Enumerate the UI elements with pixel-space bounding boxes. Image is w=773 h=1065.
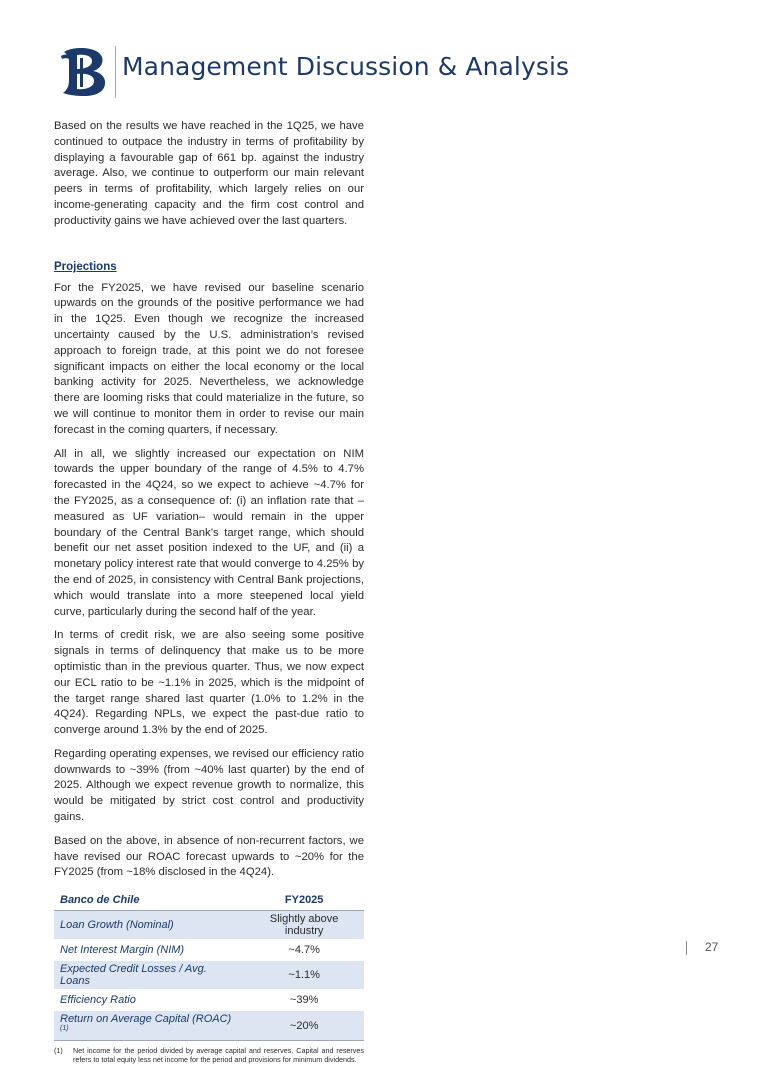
footnote-number: (1) (54, 1045, 63, 1055)
page-number: 27 (705, 940, 719, 954)
table-header-row (54, 889, 364, 911)
row-label: Efficiency Ratio (54, 990, 244, 1011)
table-header-bank: Banco de Chile (54, 889, 244, 911)
projections-paragraph-2: All in all, we slightly increased our expectation on NIM towards the upper boundary of the range of 4.5% to 4.7% forecasted in the 4Q24, so we expect to achieve ~4.7% for the FY2025, as a consequence of: (i) an inflation rate that –measured as UF variation– would remain in the upper boundary of the Central Bank’s target range, which should benefit our net asset position indexed to the UF, and (ii) a monetary policy interest rate that would converge to 4.25% by the end of 2025, in consistency with Central Bank projections, which would translate into a more steepened local yield curve, particularly during the second half of the year. (54, 447, 364, 618)
main-column (54, 119, 364, 1065)
projections-paragraph-5: Based on the above, in absence of non-recurrent factors, we have revised our ROAC forecast upwards to ~20% for the FY2025 (from ~18% disclosed in the 4Q24). (54, 834, 364, 879)
table-row (54, 1011, 364, 1041)
row-label-with-footnote (54, 1011, 244, 1041)
projections-paragraph-1: For the FY2025, we have revised our baseline scenario upwards on the grounds of the positive performance we had in the 1Q25. Even though we recognize the increased uncertainty caused by the U.S. administration’s revised approach to foreign trade, at this point we do not foresee significant impacts on either the local economy or the local banking activity for 2025. Nevertheless, we acknowledge there are looming risks that could materialize in the future, so we will continue to monitor them in order to revise our main forecast in the coming quarters, if necessary. (54, 281, 364, 436)
bank-logo-monogram-icon (60, 46, 108, 98)
row-label: Net Interest Margin (NIM) (54, 940, 244, 961)
row-label: Loan Growth (Nominal) (54, 911, 244, 940)
projections-paragraph-4: Regarding operating expenses, we revised our efficiency ratio downwards to ~39% (from ~40% last quarter) by the end of 2025. Although we expect revenue growth to normalize, this would be mitigated by strict cost control and productivity gains. (54, 747, 364, 824)
projections-heading: Projections (54, 260, 117, 273)
row-label: Return on Average Capital (ROAC) (60, 1013, 232, 1026)
table-row (54, 940, 364, 961)
table-row (54, 961, 364, 990)
table-row (54, 911, 364, 940)
page-number-divider (686, 941, 687, 955)
table-row (54, 990, 364, 1011)
row-value: Slightly above industry (244, 911, 364, 940)
row-value: ~4.7% (244, 940, 364, 961)
table-header-fy: FY2025 (244, 889, 364, 911)
row-value: ~20% (244, 1011, 364, 1041)
footnote-ref: (1) (60, 1025, 69, 1033)
projections-table (54, 889, 364, 1041)
table-footnote (54, 1046, 364, 1065)
row-value: ~1.1% (244, 961, 364, 990)
footnote-text: Net income for the period divided by average capital and reserves. Capital and reserves refers to total equity less net income for the period and provisions for minimum dividends. (73, 1045, 364, 1065)
row-label: Expected Credit Losses / Avg. Loans (54, 961, 244, 990)
row-value: ~39% (244, 990, 364, 1011)
intro-paragraph: Based on the results we have reached in the 1Q25, we have continued to outpace the industry in terms of profitability by displaying a favourable gap of 661 bp. against the industry average. Also, we continue to outperform our main relevant peers in terms of profitability, which largely relies on our income-generating capacity and the firm cost control and productivity gains we have achieved over the last quarters. (54, 120, 364, 227)
title-divider (115, 46, 116, 98)
page-title: Management Discussion & Analysis (122, 52, 570, 81)
projections-paragraph-3: In terms of credit risk, we are also seeing some positive signals in terms of delinquency that make us to be more optimistic than in the previous quarter. Thus, we now expect our ECL ratio to be ~1.1% in 2025, which is the midpoint of the target range shared last quarter (1.0% to 1.2% in the 4Q24). Regarding NPLs, we expect the past-due ratio to converge around 1.3% by the end of 2025. (54, 629, 364, 737)
